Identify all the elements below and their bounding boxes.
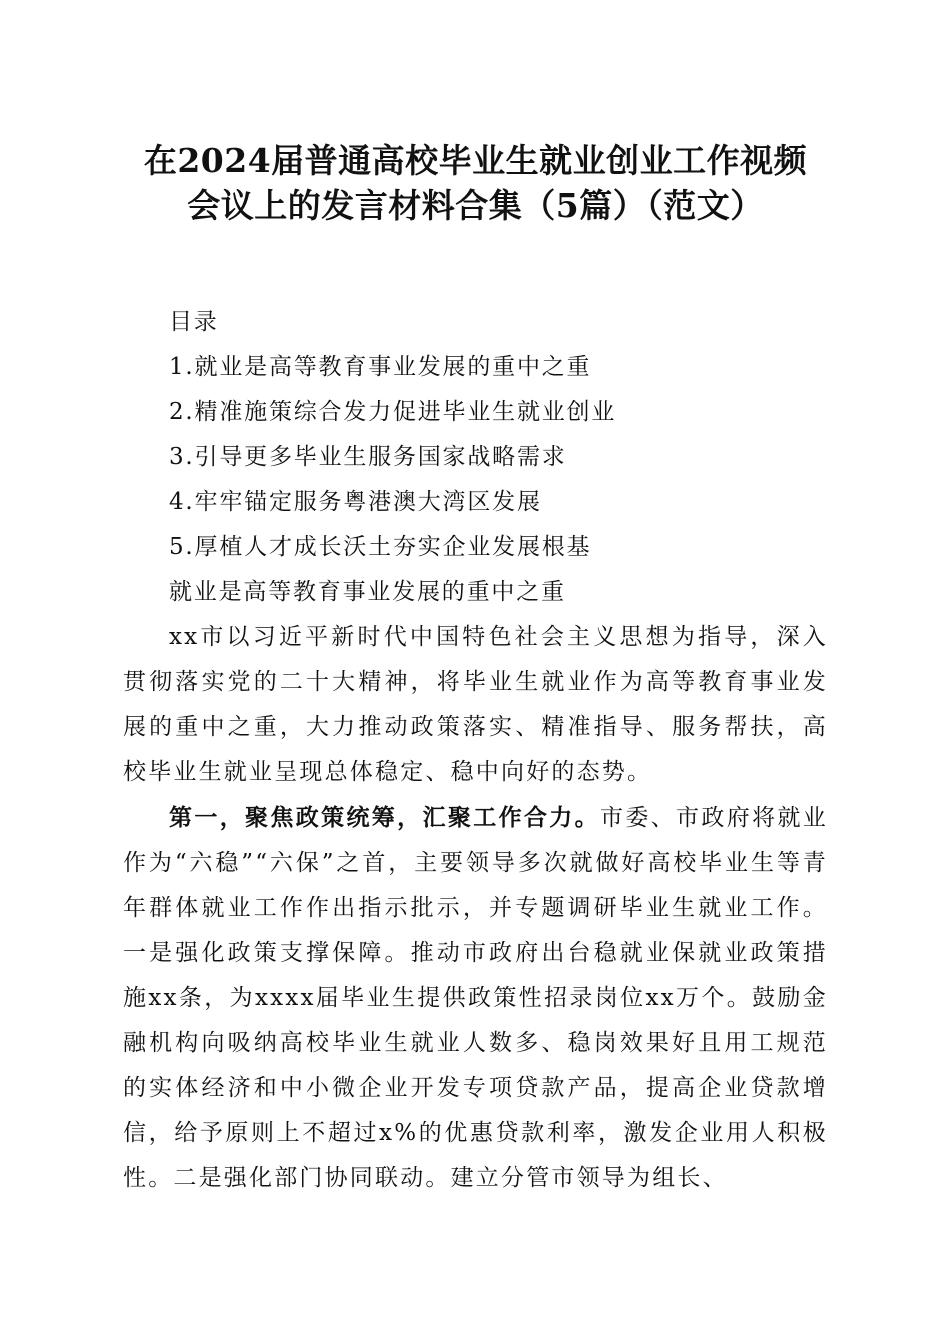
title-line-2: 会议上的发言材料合集（5篇）（范文）: [187, 186, 764, 225]
title-line-1: 在2024届普通高校毕业生就业创业工作视频: [143, 141, 808, 180]
toc-item-4: 4.牢牢锚定服务粤港澳大湾区发展: [169, 489, 542, 515]
toc-item-1: 1.就业是高等教育事业发展的重中之重: [169, 354, 592, 380]
document-title: [123, 0, 828, 228]
section-heading: 就业是高等教育事业发展的重中之重: [169, 579, 566, 605]
paragraph-lead-sentence: 第一，聚焦政策统筹，汇聚工作合力。: [169, 804, 600, 831]
toc-item-2: 2.精准施策综合发力促进毕业生就业创业: [169, 399, 617, 425]
paragraph-body-text: 市委、市政府将就业作为“六稳”“六保”之首，主要领导多次就做好高校毕业生等青年群体就业工作作出指示批示，并专题调研毕业生就业工作。一是强化政策支撑保障。推动市政府出台稳就业保就业政策措施xx条，为xxxx届毕业生提供政策性招录岗位xx万个。鼓励金融机构向吸纳高校毕业生就业人数多、稳岗效果好且用工规范的实体经济和中小微企业开发专项贷款产品，提高企业贷款增信，给予原则上不超过x%的优惠贷款利率，激发企业用人积极性。二是强化部门协同联动。建立分管市领导为组长、: [123, 805, 828, 1191]
toc-item-5: 5.厚植人才成长沃土夯实企业发展根基: [169, 534, 592, 560]
toc-heading: 目录: [169, 309, 219, 335]
paragraph-first-point: [123, 795, 828, 1201]
table-of-contents: [123, 345, 828, 570]
paragraph-intro: xx市以习近平新时代中国特色社会主义思想为指导，深入贯彻落实党的二十大精神，将毕业生就业作为高等教育事业发展的重中之重，大力推动政策落实、精准指导、服务帮扶，高校毕业生就业呈现总体稳定、稳中向好的态势。: [123, 624, 828, 785]
toc-item-3: 3.引导更多毕业生服务国家战略需求: [169, 444, 567, 470]
document-body: [123, 300, 828, 1201]
